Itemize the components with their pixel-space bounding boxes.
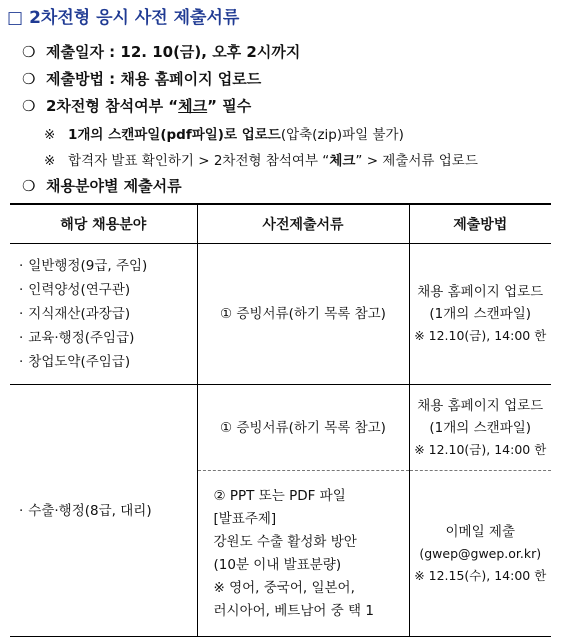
note-scan-file: ※ 1개의 스캔파일(pdf파일)로 업로드(압축(zip)파일 불가) [44,127,404,143]
email-address: (gwep@gwep.or.kr) [419,545,542,561]
header-method: 제출방법 [409,204,551,244]
circle-bullet-icon: ❍ [22,43,36,61]
list-item: · 인력양성(연구관) [28,278,196,302]
bullet-submission-method: ❍ 제출방법 : 채용 홈페이지 업로드 [22,70,262,88]
header-documents: 사전제출서류 [197,204,409,244]
table-row [10,244,551,385]
circle-bullet-icon: ❍ [22,70,36,88]
circle-bullet-icon: ❍ [22,97,36,115]
reference-mark-icon: ※ [44,127,56,143]
page-title-text: 2차전형 응시 사전 제출서류 [29,8,240,28]
method-cell: 채용 홈페이지 업로드 (1개의 스캔파일) ※ 12.10(금), 14:00 한 [409,244,551,385]
documents-cell: ② PPT 또는 PDF 파일 [발표주제] 강원도 수출 활성화 방안 (10분 이내 발표분량) ※ 영어, 중국어, 일본어, 러시아어, 베트남어 중 택 1 [197,471,409,637]
method-cell: 채용 홈페이지 업로드 (1개의 스캔파일) ※ 12.10(금), 14:00 한 [409,385,551,471]
check-emphasis: 체크 [178,97,208,115]
list-item: · 지식재산(과장급) [28,302,196,326]
check-emphasis: 체크 [329,153,356,169]
bullet-attendance-check: ❍ 2차전형 참석여부 “체크” 필수 [22,97,252,115]
list-item: · 일반행정(9급, 주임) [28,254,196,278]
list-item: · 창업도약(주임급) [28,350,196,374]
note-upload-path: ※ 합격자 발표 확인하기 > 2차전형 참석여부 “체크” > 제출서류 업로드 [44,153,478,169]
documents-cell: ① 증빙서류(하기 목록 참고) [197,244,409,385]
page-title [7,3,239,28]
square-bullet-icon: □ [7,8,24,28]
documents-table [10,203,551,637]
list-item: · 수출·행정(8급, 대리) [28,499,196,523]
section-heading: ❍ 채용분야별 제출서류 [22,177,182,195]
table-row [10,385,551,471]
field-list [10,244,197,385]
list-item: · 교육·행정(주임급) [28,326,196,350]
circle-bullet-icon: ❍ [22,177,36,195]
documents-cell: ① 증빙서류(하기 목록 참고) [197,385,409,471]
table-header-row [10,204,551,244]
method-cell: 이메일 제출 (gwep@gwep.or.kr) ※ 12.15(수), 14:00 한 [409,471,551,637]
field-list [10,385,197,637]
bullet-submission-date: ❍ 제출일자 : 12. 10(금), 오후 2시까지 [22,43,301,61]
header-field: 해당 채용분야 [10,204,197,244]
reference-mark-icon: ※ [44,153,56,169]
